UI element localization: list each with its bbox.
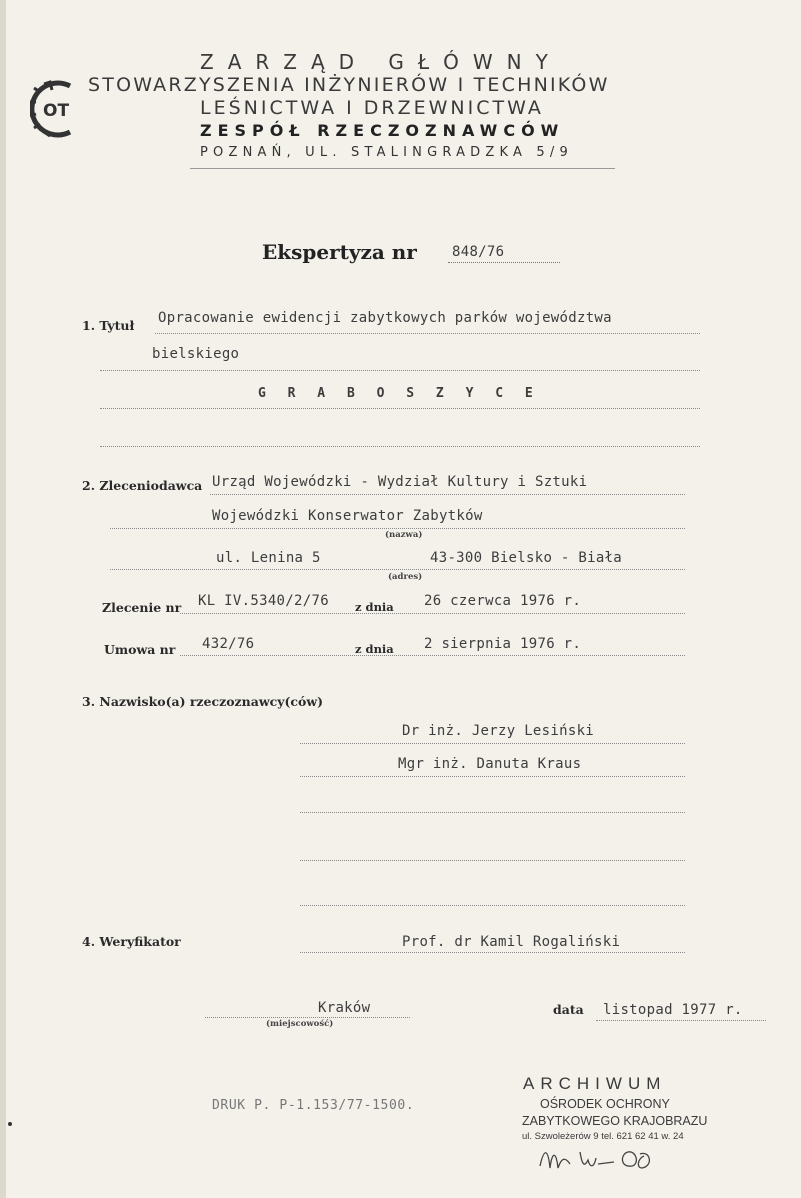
dotted-line [300, 905, 685, 906]
section-4-label: 4. Weryfikator [82, 934, 181, 949]
header-line-1: ZARZĄD GŁÓWNY [200, 50, 562, 74]
title-number-line [448, 262, 560, 263]
contract-date-label: z dnia [355, 642, 394, 656]
paper-speck [8, 1122, 12, 1126]
section-1-label: 1. Tytuł [82, 318, 135, 333]
dotted-line [180, 613, 685, 614]
section-2-label: 2. Zleceniodawca [82, 478, 203, 493]
header-address: POZNAŃ, UL. STALINGRADZKA 5/9 [200, 145, 573, 160]
dotted-line [300, 812, 685, 813]
dotted-line [180, 655, 685, 656]
date-value: listopad 1977 r. [603, 1002, 743, 1018]
title-line-1: Opracowanie ewidencji zabytkowych parków województwa [158, 310, 612, 326]
contract-number: 432/76 [202, 636, 255, 652]
expert-2: Mgr inż. Danuta Kraus [398, 756, 582, 772]
header-rule [190, 168, 615, 169]
place-value: Kraków [318, 1000, 371, 1016]
name-caption: (nazwa) [385, 530, 423, 540]
dotted-line [300, 860, 685, 861]
gear-logo-icon [30, 78, 78, 140]
stamp-archive-title: ARCHIWUM [523, 1074, 667, 1093]
section-3-label: 3. Nazwisko(a) rzeczoznawcy(ców) [82, 694, 323, 709]
order-number: KL IV.5340/2/76 [198, 593, 329, 609]
dotted-line [300, 952, 685, 953]
stamp-line-3: ZABYTKOWEGO KRAJOBRAZU [522, 1114, 708, 1128]
stamp-line-2: OŚRODEK OCHRONY [540, 1097, 670, 1111]
address-caption: (adres) [388, 572, 423, 582]
header-line-3: LEŚNICTWA I DRZEWNICTWA [200, 97, 544, 119]
title-line-3: G R A B O S Z Y C E [258, 386, 540, 401]
client-name-line-1: Urząd Wojewódzki - Wydział Kultury i Sztuki [212, 474, 588, 490]
place-caption: (miejscowość) [266, 1019, 334, 1029]
client-street: ul. Lenina 5 [216, 550, 321, 566]
expertise-number: 848/76 [452, 244, 505, 260]
dotted-line [205, 1017, 410, 1018]
dotted-line [110, 569, 685, 570]
dotted-line [300, 776, 685, 777]
expert-1: Dr inż. Jerzy Lesiński [402, 723, 595, 739]
header-line-2: STOWARZYSZENIA INŻYNIERÓW I TECHNIKÓW [88, 74, 610, 96]
date-label: data [553, 1002, 584, 1017]
dotted-line [110, 528, 685, 529]
client-name-line-2: Wojewódzki Konserwator Zabytków [212, 508, 483, 524]
verifier-name: Prof. dr Kamil Rogaliński [402, 934, 621, 950]
page-edge [0, 0, 6, 1198]
header-line-4: ZESPÓŁ RZECZOZNAWCÓW [200, 121, 565, 140]
dotted-line [155, 333, 700, 334]
dotted-line [100, 408, 700, 409]
dotted-line [596, 1020, 766, 1021]
handwritten-signature [536, 1138, 676, 1178]
order-label: Zlecenie nr [102, 600, 182, 615]
svg-text:OT: OT [43, 101, 70, 121]
dotted-line [300, 743, 685, 744]
dotted-line [100, 370, 700, 371]
contract-date: 2 sierpnia 1976 r. [424, 636, 582, 652]
title-line-2: bielskiego [152, 346, 240, 362]
dotted-line [100, 446, 700, 447]
client-city: 43-300 Bielsko - Biała [430, 550, 623, 566]
stamp-address: ul. Szwoleżerów 9 tel. 621 62 41 w. 24 [522, 1131, 684, 1142]
contract-label: Umowa nr [104, 642, 176, 657]
order-date-label: z dnia [355, 600, 394, 614]
dotted-line [210, 494, 685, 495]
order-date: 26 czerwca 1976 r. [424, 593, 582, 609]
document-title: Ekspertyza nr [262, 240, 417, 264]
print-code: DRUK P. P-1.153/77-1500. [212, 1098, 415, 1113]
